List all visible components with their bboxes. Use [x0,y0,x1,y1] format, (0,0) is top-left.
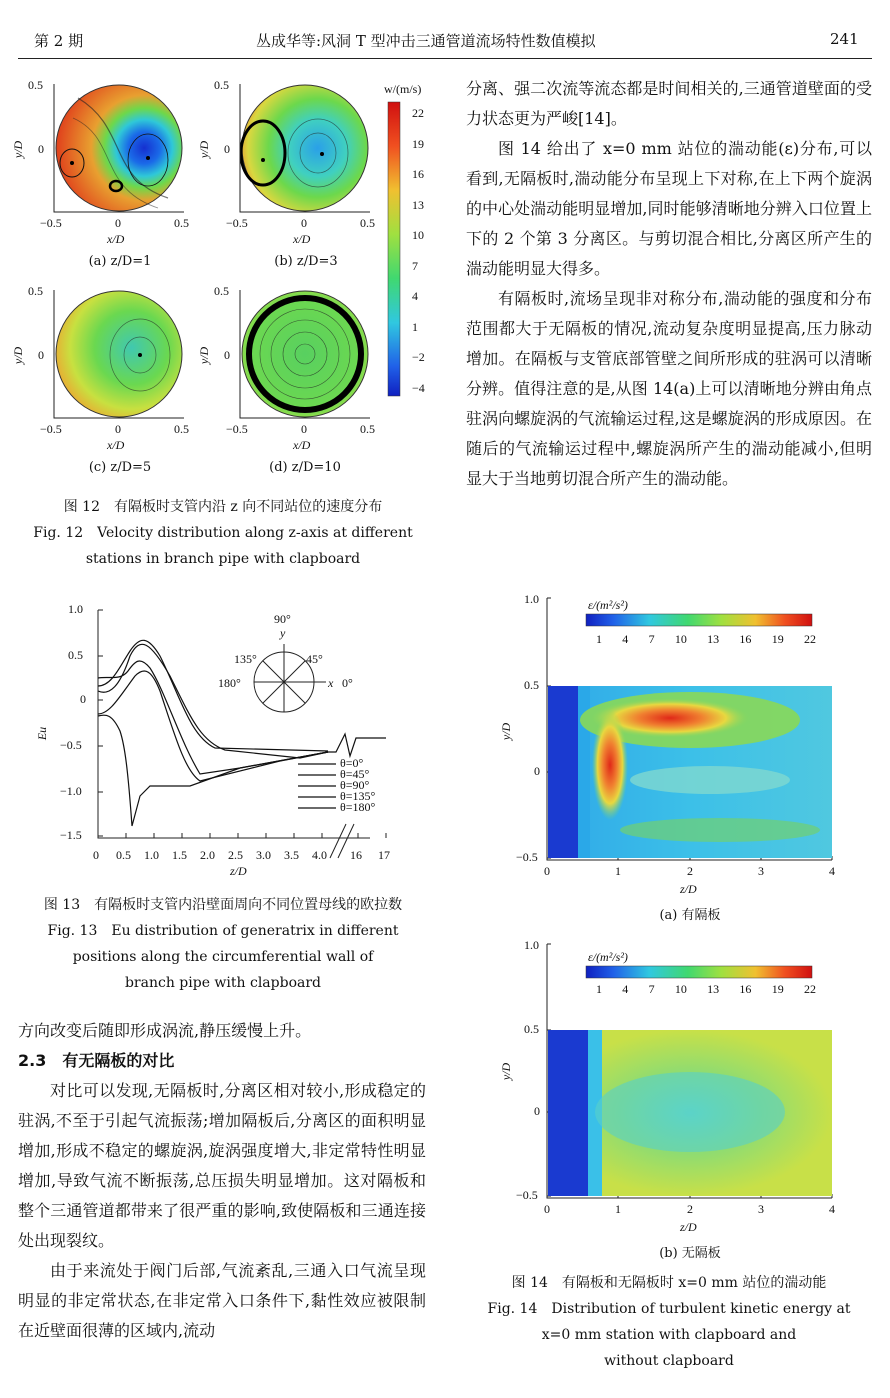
fig14a-xtick-0: 0 [544,864,550,878]
fig12-panel-c [56,291,182,417]
right-para-1: 分离、强二次流等流态都是时间相关的,三通管道壁面的受力状态更为严峻[14]。 [466,79,872,128]
header-title: 丛成华等:风洞 T 型冲击三通管道流场特性数值模拟 [256,32,596,50]
fig13-xtick-6: 3.0 [256,848,271,862]
fig14b-ylabel: y/D [499,1062,514,1081]
fig13-compass-180: 180° [218,676,241,690]
header-rule [18,58,872,59]
fig12d-xtick-3: 0.5 [360,422,375,436]
fig12-colorbar [388,102,400,396]
fig14b-colorbar-ticks: 1 4 7 10 13 16 19 22 [596,982,816,996]
fig13-ytick-4: −0.5 [60,738,82,752]
fig14a-colorbar [586,614,812,626]
fig12d-xlabel: x/D [293,438,311,452]
fig14a-ytick-2: 0.5 [524,678,539,692]
fig14a-colorbar-ticks: 1 4 7 10 13 16 19 22 [596,632,816,646]
fig12-colorbar-ticks: 22 19 16 13 10 7 4 1 −2 −4 [412,106,425,395]
fig14-panel-a-label: (a) 有隔板 [659,908,721,923]
fig14a-xtick-2: 2 [687,864,693,878]
fig14-caption: 图 14 有隔板和无隔板时 x=0 mm 站位的湍动能 Fig. 14 Distribution of turbulent kinetic energy at x=0 mm station with clapboard and without clapboard [487,1275,851,1369]
fig12a-ylabel: y/D [11,140,26,159]
fig14b-ytick-2: 0.5 [524,1022,539,1036]
fig12d-ytick-zero: 0 [224,348,230,362]
fig13-ylabel: Eu [35,726,50,741]
fig13-compass-45: 45° [306,652,323,666]
fig12b-xtick-2: 0 [301,216,307,230]
fig14b-xtick-4: 4 [829,1202,835,1216]
left-para-0: 方向改变后随即形成涡流,静压缓慢上升。 [18,1021,312,1040]
page-number: 241 [830,30,859,48]
fig14b-ytick-3: 0 [534,1104,540,1118]
fig12c-xtick-3: 0.5 [174,422,189,436]
fig12a-ytick-zero: 0 [38,142,44,156]
fig12b-xtick-1: −0.5 [226,216,248,230]
fig12-panel-b [241,85,368,211]
fig14b-ytick-1: 1.0 [524,938,539,952]
fig13-legend-lines [298,764,336,808]
left-column-text [18,1016,426,1346]
fig12d-ylabel: y/D [197,346,212,365]
fig14a-xlabel: z/D [680,882,697,896]
fig12-panel-b-label: (b) z/D=3 [274,254,338,269]
fig12a-xtick-2: 0 [115,216,121,230]
fig12b-ytick-top: 0.5 [214,78,229,92]
fig13-caption: 图 13 有隔板时支管内沿壁面周向不同位置母线的欧拉数 Fig. 13 Eu distribution of generatrix in different positions along the circumferential wall of branch pipe with clapboard [43,897,403,991]
fig13-xtick-2: 1.0 [144,848,159,862]
fig12b-ylabel: y/D [197,140,212,159]
fig13-compass-0: 0° [342,676,353,690]
fig12d-xtick-2: 0 [301,422,307,436]
fig12c-xtick-1: −0.5 [40,422,62,436]
left-para-1: 对比可以发现,无隔板时,分离区相对较小,形成稳定的驻涡,不至于引起气流振荡;增加隔板后,分离区的面积明显增加,形成不稳定的螺旋涡,旋涡强度增大,非定常特性明显增加,导致气流不断振荡,总压损失明显增加。这对隔板和整个三通管道都带来了很严重的影响,致使隔板和三通连接处出现裂纹。 [18,1081,426,1250]
fig14b-xtick-1: 1 [615,1202,621,1216]
fig12-panel-c-label: (c) z/D=5 [88,460,152,475]
fig12c-ytick-zero: 0 [38,348,44,362]
fig13-xlabel: z/D [230,864,247,878]
fig14b-xtick-3: 3 [758,1202,764,1216]
header-issue: 第 2 期 [34,32,84,50]
fig14b-xtick-2: 2 [687,1202,693,1216]
fig14b-colorbar-label: ε/(m²/s²) [588,950,628,964]
fig13-compass-90: 90° [274,612,291,626]
fig13-xtick-1: 0.5 [116,848,131,862]
fig14a-ytick-4: −0.5 [516,850,538,864]
fig13-xtick-8: 4.0 [312,848,327,862]
fig13-xtick-4: 2.0 [200,848,215,862]
fig12a-xlabel: x/D [107,232,125,246]
fig12a-xtick-1: −0.5 [40,216,62,230]
fig14a-xtick-1: 1 [615,864,621,878]
fig13-compass-y: y [280,626,286,640]
fig14a-xtick-3: 3 [758,864,764,878]
fig12a-xtick-3: 0.5 [174,216,189,230]
fig12b-ytick-zero: 0 [224,142,230,156]
fig13-xtick-5: 2.5 [228,848,243,862]
fig13-compass-135: 135° [234,652,257,666]
fig14a-ytick-1: 1.0 [524,592,539,606]
section-heading: 2.3 有无隔板的对比 [18,1051,175,1070]
fig14b-colorbar [586,966,812,978]
fig13-eu-chart [40,596,400,866]
fig12d-ytick-top: 0.5 [214,284,229,298]
fig14b-xlabel: z/D [680,1220,697,1234]
fig13-ytick-6: −1.5 [60,828,82,842]
right-column-text [466,74,872,494]
fig13-ytick-2: 0.5 [68,648,83,662]
fig14a-ylabel: y/D [499,722,514,741]
fig14a-colorbar-label: ε/(m²/s²) [588,598,628,612]
fig12-panel-d [242,291,368,417]
fig12-panel-a [56,85,182,211]
fig12d-xtick-1: −0.5 [226,422,248,436]
right-para-2: 图 14 给出了 x=0 mm 站位的湍动能(ε)分布,可以看到,无隔板时,湍动能分布呈现上下对称,在上下两个旋涡的中心处湍动能明显增加,同时能够清晰地分辨入口位置上下的 2 个第 3 分离区。与剪切混合相比,分离区所产生的湍动能明显大得多。 [466,139,872,278]
fig14b-tke-contour [500,936,860,1226]
fig13-ytick-5: −1.0 [60,784,82,798]
fig14b-ytick-4: −0.5 [516,1188,538,1202]
fig13-xtick-7: 3.5 [284,848,299,862]
fig14b-xtick-0: 0 [544,1202,550,1216]
fig12c-xlabel: x/D [107,438,125,452]
fig12a-ytick-top: 0.5 [28,78,43,92]
fig13-xtick-0: 0 [93,848,99,862]
fig13-compass-x: x [328,676,334,690]
fig12c-ytick-top: 0.5 [28,284,43,298]
fig12c-xtick-2: 0 [115,422,121,436]
fig12-panel-a-label: (a) z/D=1 [88,254,152,269]
fig13-xtick-3: 1.5 [172,848,187,862]
right-para-3: 有隔板时,流场呈现非对称分布,湍动能的强度和分布范围都大于无隔板的情况,流动复杂度明显提高,压力脉动增加。在隔板与支管底部管壁之间所形成的驻涡可以清晰分辨。值得注意的是,从图 14(a)上可以清晰地分辨由角点驻涡向螺旋涡的气流输运过程,这是螺旋涡的形成原因。在随后的气流输运过程中,螺旋涡所产生的湍动能减小,但明显大于当地剪切混合所产生的湍动能。 [466,289,872,488]
fig12-colorbar-label: w/(m/s) [384,82,422,96]
fig14-panel-b-label: (b) 无隔板 [659,1246,721,1261]
fig13-ytick-3: 0 [80,692,86,706]
fig12c-ylabel: y/D [11,346,26,365]
fig13-xtick-9: 16 [350,848,362,862]
fig12-caption: 图 12 有隔板时支管内沿 z 向不同站位的速度分布 Fig. 12 Velocity distribution along z-axis at different stations in branch pipe with clapboard [33,499,413,567]
fig12-panel-d-label: (d) z/D=10 [269,460,341,475]
fig14a-ytick-3: 0 [534,764,540,778]
fig12b-xlabel: x/D [293,232,311,246]
fig13-ytick-1: 1.0 [68,602,83,616]
fig14a-xtick-4: 4 [829,864,835,878]
left-para-2: 由于来流处于阀门后部,气流紊乱,三通入口气流呈现明显的非定常状态,在非定常入口条件下,黏性效应被限制在近壁面很薄的区域内,流动 [18,1261,426,1340]
fig12b-xtick-3: 0.5 [360,216,375,230]
fig13-legend: θ=0° θ=45° θ=90° θ=135° θ=180° [340,756,376,814]
fig13-xtick-10: 17 [378,848,390,862]
